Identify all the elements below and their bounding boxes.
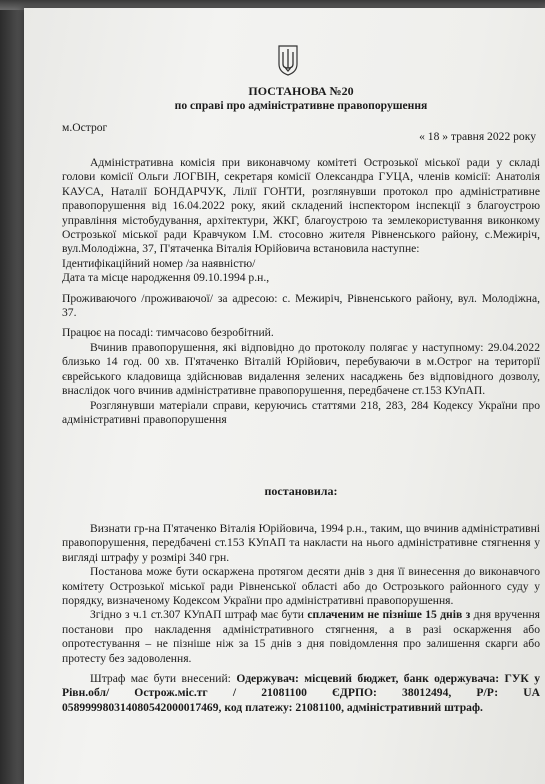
payment-details-start: Штраф має бути внесений: xyxy=(90,672,231,686)
document-subtitle: по справі про адміністративне правопорушення xyxy=(174,99,428,112)
city: м.Острог xyxy=(62,121,108,134)
considered-paragraph: Розглянувши матеріали справи, керуючись статтями 218, 283, 284 Кодексу України про адміністративні правопорушення xyxy=(62,398,540,426)
intro-paragraph: Адміністративна комісія при виконавчому комітеті Острозької міської ради у складі голови комісії Ольги ЛОГВІН, секретаря комісії Олександра ГУЦА, членів комісії: Анатолія КАУСА, Наталії БОНДАРЧУК, Лілії ГОНТИ, розглянувши протокол про адміністративне правопорушення від 16.04.2022 року, який складений інспектором інспекції з благоустрою управління містобудування, архітектури, ЖКГ, благоустрою та землекористування виконкому Острозької міської ради Кравчуком І.М. стосовно жителя Рівненського району, с.Межиріч, вул.Молодіжна, 37, П'ятаченка Віталія Юрійовича встановила наступне: xyxy=(62,156,540,256)
payment-term-start: Згідно з ч.1 ст.307 КУпАП штраф має бути xyxy=(90,608,305,622)
payment-details-paragraph xyxy=(62,672,540,715)
document-date: « 18 » травня 2022 року xyxy=(419,130,536,143)
document-title: ПОСТАНОВА №20 xyxy=(248,84,354,98)
payment-term-deadline: сплаченим не пізніше 15 днів з xyxy=(307,608,471,622)
appeal-paragraph: Постанова може бути оскаржена протягом десяти днів з дня її винесення до виконавчого комітету Острозької міської ради Рівненської області або до Острозького районного суду у порядку, визначеному Кодексом України про адміністративні правопорушення. xyxy=(62,565,540,608)
id-field: Ідентифікаційний номер /за наявністю/ xyxy=(62,256,256,270)
background-edge xyxy=(0,0,26,784)
payment-term-paragraph xyxy=(62,608,540,666)
offense-paragraph: Вчинив правопорушення, які відповідно до протоколу полягає у наступному: 29.04.2022 близько 14 год. 00 хв. П'ятаченко Віталій Юрійович, перебуваючи в м.Острог на території єврейського кладовища здійснював видалення зелених насаджень без відповідного дозволу, внаслідок чого вчинив адміністративне правопорушення, передбачене ст.153 КУпАП. xyxy=(62,340,540,398)
decision-section xyxy=(62,522,540,715)
decision-paragraph: Визнати гр-на П'ятаченко Віталія Юрійовича, 1994 р.н., таким, що вчинив адміністративні правопорушення, передбачені ст.153 КУпАП та накласти на нього адміністративне стягнення у вигляді штрафу у розмірі 340 грн. xyxy=(62,522,540,564)
residence-field: Проживаючого /проживаючої/ за адресою: с. Межиріч, Рівненського району, вул. Молодіжна, 37. xyxy=(62,291,540,320)
payment-term-rest: дня вручення постанови про накладення адміністративного стягнення, а в разі оскарження або опротестування – не пізніше ніж за 15 днів з дня повідомлення про залишення скарги або протесту без задоволення. xyxy=(62,608,541,665)
document-sheet xyxy=(24,8,545,784)
intro-section xyxy=(62,156,540,427)
work-field: Працює на посаді: тимчасово безробітний. xyxy=(62,326,274,340)
payment-details-requisites: Одержувач: місцевий бюджет, банк одержувача: ГУК у Рівн.обл/ Острож.міс.тг / 21081100 ЄДРПО: 38012494, Р/Р: UA 058999980314080542000017469, код платежу: 21081100, адміністративний штраф. xyxy=(62,672,540,714)
trident-emblem-icon xyxy=(276,44,300,76)
resolved-heading: постановила: xyxy=(264,484,338,498)
birth-field: Дата та місце народження 09.10.1994 р.н., xyxy=(62,271,270,285)
